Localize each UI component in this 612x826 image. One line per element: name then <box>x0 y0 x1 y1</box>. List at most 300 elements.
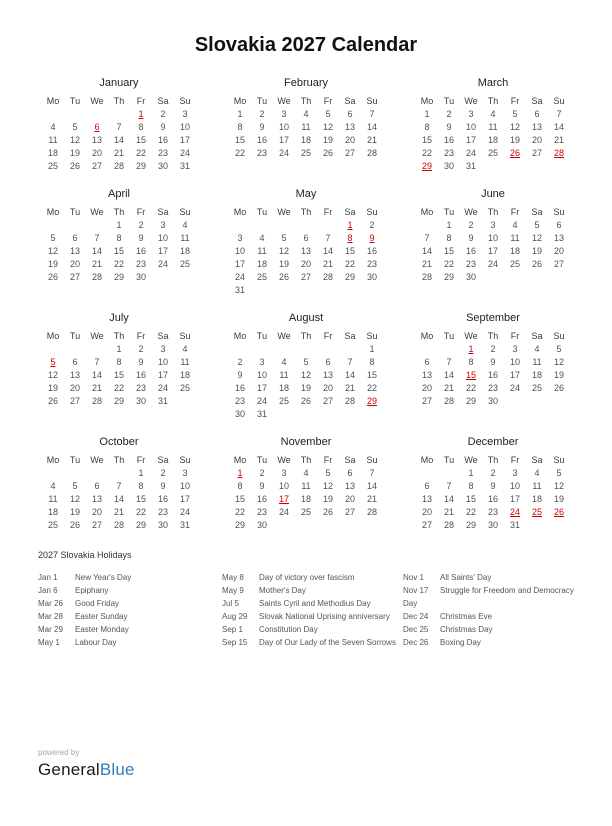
day-cell: 26 <box>322 148 333 158</box>
day-cell: 18 <box>531 494 542 504</box>
day-cell: 28 <box>553 148 564 158</box>
day-cell: 11 <box>488 122 498 132</box>
day-cell: 30 <box>487 520 498 530</box>
day-cell: 16 <box>366 246 377 256</box>
day-cell: 10 <box>157 233 168 243</box>
day-cell: 23 <box>465 259 476 269</box>
holiday-column <box>403 571 578 649</box>
day-cell: 10 <box>509 481 520 491</box>
empty-cell <box>438 467 460 480</box>
day-header: Tu <box>69 331 81 341</box>
day-cell: 9 <box>160 122 166 132</box>
day-cell: 8 <box>468 357 474 367</box>
month-table <box>42 330 196 408</box>
day-cell: 15 <box>113 370 124 380</box>
day-cell: 20 <box>69 259 80 269</box>
day-cell: 24 <box>509 383 520 393</box>
month-july <box>42 312 196 421</box>
week-row <box>42 160 196 173</box>
day-cell: 26 <box>69 520 80 530</box>
day-cell: 5 <box>303 357 309 367</box>
holiday-date: Mar 29 <box>38 625 63 634</box>
day-cell: 7 <box>347 357 353 367</box>
week-row <box>416 147 570 160</box>
week-row <box>229 134 383 147</box>
day-cell: 17 <box>509 370 520 380</box>
holiday-column <box>222 571 403 649</box>
day-cell: 4 <box>303 109 309 119</box>
day-cell: 24 <box>256 396 267 406</box>
day-cell: 28 <box>366 507 377 517</box>
holiday-item <box>38 636 222 649</box>
week-row <box>42 134 196 147</box>
day-cell: 21 <box>421 259 432 269</box>
week-row <box>416 219 570 232</box>
month-october <box>42 436 196 532</box>
day-cell: 14 <box>91 246 102 256</box>
day-cell: 31 <box>179 520 190 530</box>
day-header: Mo <box>420 331 434 341</box>
week-row <box>229 121 383 134</box>
day-cell: 6 <box>72 233 78 243</box>
week-row <box>42 219 196 232</box>
day-header: We <box>90 96 104 106</box>
day-header: We <box>277 331 291 341</box>
day-cell: 28 <box>91 272 102 282</box>
day-cell: 1 <box>347 220 353 230</box>
day-cell: 15 <box>135 494 146 504</box>
day-cell: 12 <box>47 370 58 380</box>
day-cell: 20 <box>421 507 432 517</box>
day-cell: 30 <box>366 272 377 282</box>
empty-cell <box>273 219 295 232</box>
empty-cell <box>273 343 295 356</box>
day-header: We <box>464 207 478 217</box>
day-cell: 20 <box>531 135 542 145</box>
brand-general: General <box>38 760 100 779</box>
holidays-heading: 2027 Slovakia Holidays <box>38 550 132 560</box>
week-row <box>42 108 196 121</box>
empty-cell <box>64 467 86 480</box>
empty-cell <box>64 108 86 121</box>
day-cell: 12 <box>69 494 80 504</box>
day-header: Th <box>113 455 125 465</box>
day-cell: 4 <box>182 220 188 230</box>
week-row <box>229 408 383 421</box>
day-header: Fr <box>510 96 520 106</box>
day-cell: 21 <box>91 383 102 393</box>
day-header: Mo <box>46 207 60 217</box>
day-cell: 13 <box>531 122 542 132</box>
day-cell: 25 <box>487 148 498 158</box>
day-cell: 20 <box>300 259 311 269</box>
day-header: Fr <box>323 331 333 341</box>
month-name: November <box>280 436 332 448</box>
holiday-name: Easter Sunday <box>75 612 128 621</box>
week-row <box>42 121 196 134</box>
day-cell: 28 <box>344 396 355 406</box>
day-cell: 4 <box>303 468 309 478</box>
week-row <box>229 493 383 506</box>
week-row <box>42 343 196 356</box>
holiday-column <box>38 571 222 649</box>
day-cell: 18 <box>531 370 542 380</box>
day-cell: 21 <box>344 383 355 393</box>
day-cell: 3 <box>182 468 188 478</box>
day-cell: 19 <box>47 259 58 269</box>
day-cell: 15 <box>366 370 377 380</box>
day-cell: 17 <box>487 246 498 256</box>
empty-cell <box>295 219 317 232</box>
day-cell: 19 <box>322 135 333 145</box>
day-cell: 8 <box>116 357 122 367</box>
day-cell: 8 <box>468 481 474 491</box>
day-header: Su <box>179 207 191 217</box>
day-header: Sa <box>531 455 543 465</box>
day-cell: 26 <box>509 148 520 158</box>
day-cell: 31 <box>465 161 476 171</box>
day-header: We <box>90 331 104 341</box>
day-cell: 19 <box>300 383 311 393</box>
month-name: June <box>481 188 505 200</box>
holiday-name: Christmas Day <box>440 625 493 634</box>
holiday-date: Dec 24 <box>403 612 429 621</box>
day-cell: 10 <box>179 122 190 132</box>
day-cell: 2 <box>369 220 375 230</box>
day-cell: 29 <box>443 272 454 282</box>
day-cell: 16 <box>487 370 498 380</box>
day-cell: 8 <box>237 481 243 491</box>
day-cell: 7 <box>94 233 100 243</box>
day-header: Mo <box>233 96 247 106</box>
day-cell: 14 <box>91 370 102 380</box>
day-cell: 19 <box>509 135 520 145</box>
day-cell: 12 <box>278 246 289 256</box>
holidays-section <box>38 550 612 649</box>
week-row <box>42 480 196 493</box>
day-cell: 12 <box>69 135 80 145</box>
day-cell: 31 <box>509 520 520 530</box>
month-november <box>229 436 383 532</box>
day-header: Su <box>179 96 191 106</box>
day-cell: 8 <box>369 357 375 367</box>
day-cell: 10 <box>509 357 520 367</box>
day-cell: 15 <box>113 246 124 256</box>
holiday-item <box>222 571 403 584</box>
day-header: We <box>464 455 478 465</box>
day-cell: 3 <box>182 109 188 119</box>
day-cell: 22 <box>234 148 245 158</box>
day-cell: 18 <box>300 135 311 145</box>
day-cell: 3 <box>281 468 287 478</box>
day-cell: 16 <box>135 370 146 380</box>
day-cell: 15 <box>421 135 432 145</box>
day-header: Sa <box>344 455 356 465</box>
month-table <box>229 454 383 532</box>
day-cell: 4 <box>50 122 56 132</box>
day-cell: 23 <box>157 507 168 517</box>
holiday-date: Mar 28 <box>38 612 63 621</box>
week-row <box>42 369 196 382</box>
day-header: Sa <box>344 207 356 217</box>
day-cell: 6 <box>325 357 331 367</box>
holiday-item <box>403 636 578 649</box>
empty-cell <box>42 219 64 232</box>
day-cell: 26 <box>531 259 542 269</box>
day-header: Tu <box>443 207 455 217</box>
day-cell: 27 <box>421 520 432 530</box>
day-cell: 25 <box>509 259 520 269</box>
week-row <box>229 108 383 121</box>
day-header: Mo <box>233 207 247 217</box>
day-cell: 1 <box>468 344 474 354</box>
day-cell: 13 <box>322 370 333 380</box>
day-cell: 2 <box>490 344 496 354</box>
day-header: Fr <box>510 207 520 217</box>
day-cell: 9 <box>138 233 144 243</box>
day-cell: 16 <box>256 135 267 145</box>
day-cell: 12 <box>509 122 520 132</box>
day-cell: 2 <box>138 220 144 230</box>
day-header: Sa <box>344 96 356 106</box>
day-cell: 13 <box>421 370 432 380</box>
holiday-date: Jul 5 <box>222 599 239 608</box>
day-cell: 4 <box>534 468 540 478</box>
day-header: Mo <box>46 96 60 106</box>
empty-cell <box>108 467 130 480</box>
day-cell: 5 <box>281 233 287 243</box>
day-cell: 24 <box>487 259 498 269</box>
day-cell: 9 <box>490 481 496 491</box>
day-cell: 1 <box>446 220 452 230</box>
week-row <box>416 382 570 395</box>
month-name: April <box>107 188 130 200</box>
day-header: Fr <box>323 455 333 465</box>
day-cell: 5 <box>325 109 331 119</box>
day-cell: 11 <box>279 370 289 380</box>
day-cell: 21 <box>443 507 454 517</box>
holiday-name: Good Friday <box>75 599 120 608</box>
day-cell: 13 <box>69 370 80 380</box>
day-cell: 22 <box>443 259 454 269</box>
month-name: September <box>466 312 520 324</box>
week-row <box>42 467 196 480</box>
day-cell: 17 <box>179 494 190 504</box>
day-cell: 18 <box>47 507 58 517</box>
week-row <box>42 232 196 245</box>
day-cell: 10 <box>278 481 289 491</box>
empty-cell <box>108 108 130 121</box>
day-header: Th <box>113 331 125 341</box>
day-cell: 19 <box>69 507 80 517</box>
day-cell: 29 <box>113 272 124 282</box>
day-cell: 21 <box>366 494 377 504</box>
day-cell: 11 <box>180 233 190 243</box>
day-header: Th <box>487 96 499 106</box>
day-cell: 6 <box>534 109 540 119</box>
day-cell: 26 <box>69 161 80 171</box>
day-cell: 2 <box>237 357 243 367</box>
month-table <box>229 206 383 297</box>
empty-cell <box>339 343 361 356</box>
day-cell: 24 <box>234 272 245 282</box>
day-header: Fr <box>136 207 146 217</box>
day-cell: 14 <box>421 246 432 256</box>
brand-blue: Blue <box>99 760 135 779</box>
day-cell: 19 <box>278 259 289 269</box>
day-cell: 14 <box>366 122 377 132</box>
week-row <box>416 232 570 245</box>
week-row <box>229 271 383 284</box>
day-cell: 3 <box>281 109 287 119</box>
day-cell: 27 <box>553 259 564 269</box>
day-cell: 14 <box>553 122 564 132</box>
day-cell: 20 <box>91 148 102 158</box>
day-header: Th <box>113 207 125 217</box>
month-name: May <box>295 188 317 200</box>
empty-cell <box>86 467 108 480</box>
brand-logo <box>38 760 135 780</box>
day-cell: 8 <box>138 481 144 491</box>
week-row <box>416 108 570 121</box>
day-cell: 30 <box>135 272 146 282</box>
day-cell: 23 <box>366 259 377 269</box>
day-header: Fr <box>136 96 146 106</box>
empty-cell <box>317 219 339 232</box>
page-title: Slovakia 2027 Calendar <box>194 34 418 56</box>
month-may <box>229 188 383 297</box>
day-cell: 14 <box>443 494 454 504</box>
day-cell: 24 <box>509 507 520 517</box>
empty-cell <box>42 108 64 121</box>
day-cell: 28 <box>366 148 377 158</box>
day-cell: 1 <box>237 468 243 478</box>
day-cell: 13 <box>69 246 80 256</box>
week-row <box>229 284 383 297</box>
day-cell: 21 <box>322 259 333 269</box>
day-cell: 28 <box>443 396 454 406</box>
day-cell: 26 <box>322 507 333 517</box>
day-cell: 24 <box>179 507 190 517</box>
holiday-date: Aug 29 <box>222 612 248 621</box>
day-cell: 20 <box>69 383 80 393</box>
day-cell: 30 <box>234 409 245 419</box>
day-header: We <box>277 455 291 465</box>
day-cell: 1 <box>237 109 243 119</box>
week-row <box>416 480 570 493</box>
day-cell: 1 <box>138 109 144 119</box>
day-cell: 1 <box>424 109 430 119</box>
month-name: December <box>467 436 519 448</box>
day-cell: 1 <box>116 220 122 230</box>
day-header: We <box>464 331 478 341</box>
holiday-date: Jan 6 <box>38 586 58 595</box>
day-cell: 12 <box>300 370 311 380</box>
day-cell: 7 <box>556 109 562 119</box>
day-cell: 18 <box>256 259 267 269</box>
month-august <box>229 312 383 421</box>
holiday-name: Day of Our Lady of the Seven Sorrows <box>259 638 396 647</box>
month-december <box>416 436 570 532</box>
day-cell: 5 <box>325 468 331 478</box>
holiday-item <box>222 623 403 636</box>
day-cell: 23 <box>487 507 498 517</box>
day-cell: 2 <box>138 344 144 354</box>
day-cell: 13 <box>421 494 432 504</box>
month-name: October <box>99 436 139 448</box>
day-cell: 14 <box>344 370 355 380</box>
day-cell: 1 <box>116 344 122 354</box>
day-cell: 2 <box>446 109 452 119</box>
month-table <box>229 330 383 421</box>
day-cell: 6 <box>556 220 562 230</box>
week-row <box>42 395 196 408</box>
week-row <box>416 258 570 271</box>
day-cell: 3 <box>468 109 474 119</box>
month-name: August <box>288 312 324 324</box>
holiday-item <box>222 584 403 597</box>
day-cell: 10 <box>179 481 190 491</box>
day-cell: 22 <box>344 259 355 269</box>
day-cell: 23 <box>443 148 454 158</box>
day-header: Sa <box>344 331 356 341</box>
holiday-item <box>38 623 222 636</box>
month-february <box>229 77 383 173</box>
day-cell: 27 <box>300 272 311 282</box>
week-row <box>416 506 570 519</box>
day-header: We <box>464 96 478 106</box>
day-cell: 21 <box>443 383 454 393</box>
day-cell: 9 <box>160 481 166 491</box>
day-cell: 22 <box>135 507 146 517</box>
day-header: Su <box>366 455 378 465</box>
holiday-date: May 1 <box>38 638 60 647</box>
day-cell: 12 <box>553 357 564 367</box>
day-header: Tu <box>69 96 81 106</box>
day-header: We <box>277 207 291 217</box>
day-cell: 27 <box>322 396 333 406</box>
day-cell: 8 <box>116 233 122 243</box>
day-header: Th <box>300 207 312 217</box>
day-cell: 22 <box>465 507 476 517</box>
holiday-item <box>403 610 578 623</box>
day-cell: 30 <box>443 161 454 171</box>
holiday-name: New Year's Day <box>75 573 132 582</box>
day-header: Fr <box>323 96 333 106</box>
month-september <box>416 312 570 421</box>
empty-cell <box>64 219 86 232</box>
day-cell: 9 <box>369 233 375 243</box>
day-cell: 17 <box>465 135 476 145</box>
day-cell: 8 <box>237 122 243 132</box>
day-cell: 8 <box>424 122 430 132</box>
day-cell: 5 <box>556 468 562 478</box>
day-cell: 12 <box>553 481 564 491</box>
day-cell: 3 <box>237 233 243 243</box>
day-cell: 27 <box>421 396 432 406</box>
holiday-item <box>222 597 403 610</box>
day-header: Sa <box>157 96 169 106</box>
empty-cell <box>416 467 438 480</box>
day-cell: 16 <box>443 135 454 145</box>
day-cell: 15 <box>344 246 355 256</box>
day-cell: 4 <box>534 344 540 354</box>
empty-cell <box>229 219 251 232</box>
day-cell: 8 <box>446 233 452 243</box>
day-cell: 25 <box>47 161 58 171</box>
day-cell: 31 <box>157 396 168 406</box>
day-cell: 13 <box>300 246 311 256</box>
